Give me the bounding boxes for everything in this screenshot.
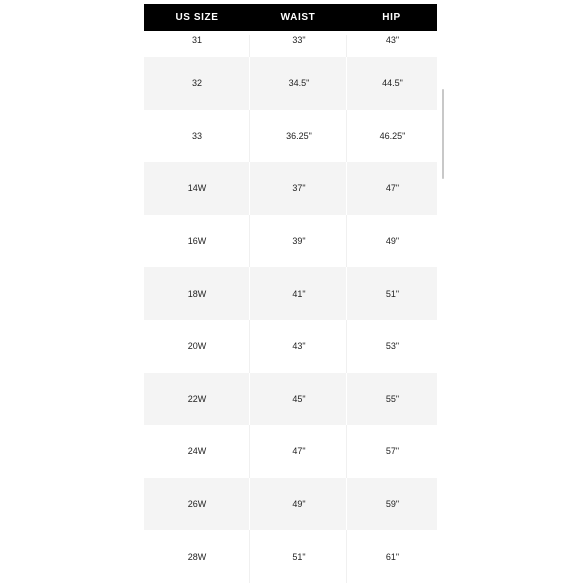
size-cell: 26W (144, 478, 251, 531)
waist-cell: 36.25" (251, 110, 347, 163)
table-row (144, 31, 437, 57)
header-waist: WAIST (280, 12, 316, 23)
table-row (144, 320, 437, 373)
waist-cell: 34.5" (251, 57, 347, 110)
hip-cell: 44.5" (382, 78, 403, 89)
size-cell: 31 (144, 35, 251, 57)
waist-cell: 47" (251, 425, 347, 478)
hip-cell: 49" (385, 236, 400, 247)
size-cell: 22W (144, 373, 251, 426)
size-cell: 24W (144, 425, 251, 478)
table-row (144, 57, 437, 110)
table-row (144, 162, 437, 215)
size-cell: 33 (144, 110, 251, 163)
hip-cell: 43" (385, 35, 400, 45)
size-chart-table (144, 4, 437, 583)
hip-cell: 55" (385, 393, 400, 404)
size-cell: 18W (144, 267, 251, 320)
size-cell: 20W (144, 320, 251, 373)
waist-cell: 45" (251, 373, 347, 426)
waist-cell: 39" (251, 215, 347, 268)
waist-cell: 43" (251, 320, 347, 373)
table-row (144, 530, 437, 583)
header-hip: HIP (382, 12, 401, 23)
size-cell: 16W (144, 215, 251, 268)
waist-cell: 51" (251, 530, 347, 583)
waist-cell: 33" (251, 35, 347, 57)
hip-cell: 59" (385, 499, 400, 510)
table-row (144, 215, 437, 268)
size-cell: 14W (144, 162, 251, 215)
hip-cell: 53" (385, 341, 400, 352)
table-row (144, 425, 437, 478)
header-us-size: US SIZE (175, 12, 219, 23)
table-row (144, 373, 437, 426)
size-cell: 32 (144, 57, 251, 110)
waist-cell: 41" (251, 267, 347, 320)
table-row (144, 478, 437, 531)
waist-cell: 49" (251, 478, 347, 531)
table-row (144, 267, 437, 320)
size-cell: 28W (144, 530, 251, 583)
waist-cell: 37" (251, 162, 347, 215)
hip-cell: 57" (385, 446, 400, 457)
hip-cell: 46.25" (379, 130, 406, 141)
table-header (144, 4, 437, 31)
hip-cell: 51" (385, 288, 400, 299)
vertical-scrollbar[interactable] (442, 89, 444, 179)
table-row (144, 110, 437, 163)
hip-cell: 47" (385, 183, 400, 194)
hip-cell: 61" (385, 551, 400, 562)
